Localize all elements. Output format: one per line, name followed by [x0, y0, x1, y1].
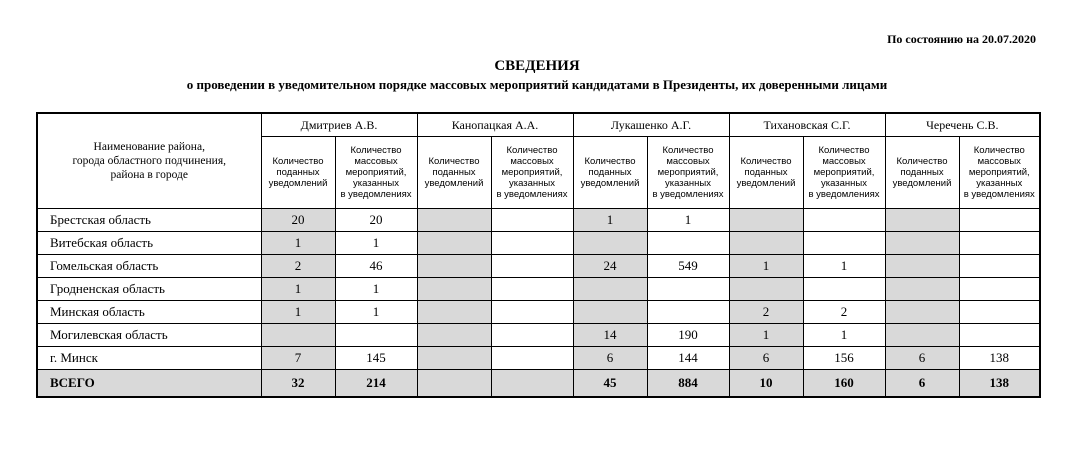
notifications-subheader — [573, 137, 647, 209]
subheader-line: указанных — [508, 178, 555, 189]
region-name: Брестская область — [37, 209, 261, 232]
notifications-count: 6 — [573, 347, 647, 370]
notifications-count: 1 — [261, 278, 335, 301]
report-date: По состоянию на 20.07.2020 — [887, 32, 1036, 46]
subheader-line: в уведомлениях — [652, 189, 724, 200]
subheader-line: уведомлений — [736, 178, 796, 189]
candidate-header: Черечень С.В. — [885, 113, 1040, 137]
notifications-count — [417, 301, 491, 324]
candidate-header: Тихановская С.Г. — [729, 113, 885, 137]
table-row — [37, 255, 1040, 278]
subheader-line: указанных — [664, 178, 711, 189]
subheader-line: поданных — [900, 167, 944, 178]
notifications-count — [885, 324, 959, 347]
events-count: 46 — [335, 255, 417, 278]
subheader-line: Количество — [740, 156, 792, 167]
subheader-line: Количество — [896, 156, 948, 167]
events-count — [803, 232, 885, 255]
notifications-count: 1 — [729, 324, 803, 347]
events-count: 144 — [647, 347, 729, 370]
subheader-line: поданных — [588, 167, 632, 178]
events-subheader — [803, 137, 885, 209]
table-row — [37, 301, 1040, 324]
region-name: Витебская область — [37, 232, 261, 255]
notifications-subheader — [261, 137, 335, 209]
events-count: 1 — [335, 301, 417, 324]
notifications-count — [417, 255, 491, 278]
region-name: ВСЕГО — [37, 370, 261, 398]
region-name: Гомельская область — [37, 255, 261, 278]
events-count — [647, 278, 729, 301]
table-row — [37, 209, 1040, 232]
subheader-line: уведомлений — [580, 178, 640, 189]
notifications-count — [729, 278, 803, 301]
events-count — [803, 209, 885, 232]
notifications-count — [729, 232, 803, 255]
notifications-count: 7 — [261, 347, 335, 370]
events-count: 1 — [803, 324, 885, 347]
events-count — [647, 232, 729, 255]
events-count: 138 — [959, 347, 1040, 370]
subheader-line: в уведомлениях — [963, 189, 1035, 200]
events-count: 549 — [647, 255, 729, 278]
notifications-count: 24 — [573, 255, 647, 278]
events-count — [491, 255, 573, 278]
notifications-count — [417, 232, 491, 255]
notifications-count — [573, 232, 647, 255]
subheader-line: массовых — [666, 156, 710, 167]
events-count: 1 — [335, 232, 417, 255]
events-count: 1 — [647, 209, 729, 232]
subheader-line: поданных — [744, 167, 788, 178]
notifications-count — [417, 324, 491, 347]
region-header-line: Наименование района, — [93, 141, 205, 153]
region-header-line: города областного подчинения, — [72, 155, 227, 167]
events-count — [803, 278, 885, 301]
subheader-line: уведомлений — [268, 178, 328, 189]
events-count — [959, 255, 1040, 278]
subheader-line: Количество — [428, 156, 480, 167]
subheader-line: поданных — [276, 167, 320, 178]
events-count: 20 — [335, 209, 417, 232]
events-count: 2 — [803, 301, 885, 324]
notifications-subheader — [885, 137, 959, 209]
subheader-line: в уведомлениях — [496, 189, 568, 200]
subheader-line: Количество — [350, 145, 402, 156]
events-subheader — [647, 137, 729, 209]
notifications-count — [417, 278, 491, 301]
events-subheader — [491, 137, 573, 209]
subheader-line: мероприятий, — [657, 167, 719, 178]
subheader-line: указанных — [352, 178, 399, 189]
subheader-line: в уведомлениях — [340, 189, 412, 200]
candidate-header: Лукашенко А.Г. — [573, 113, 729, 137]
notifications-count — [417, 347, 491, 370]
subheader-line: поданных — [432, 167, 476, 178]
notifications-subheader — [729, 137, 803, 209]
events-count — [491, 232, 573, 255]
notifications-count: 6 — [729, 347, 803, 370]
notifications-count — [885, 209, 959, 232]
region-name: Могилевская область — [37, 324, 261, 347]
notifications-count: 1 — [573, 209, 647, 232]
notifications-count: 20 — [261, 209, 335, 232]
events-count — [491, 301, 573, 324]
table-row — [37, 278, 1040, 301]
notifications-count — [573, 301, 647, 324]
events-count — [959, 209, 1040, 232]
region-header-line: района в городе — [110, 169, 188, 181]
subheader-line: мероприятий, — [968, 167, 1030, 178]
events-count: 190 — [647, 324, 729, 347]
subheader-line: в уведомлениях — [808, 189, 880, 200]
notifications-count: 32 — [261, 370, 335, 398]
events-count — [647, 301, 729, 324]
notifications-count: 10 — [729, 370, 803, 398]
events-count — [959, 278, 1040, 301]
events-count: 1 — [335, 278, 417, 301]
candidate-header: Дмитриев А.В. — [261, 113, 417, 137]
notifications-count: 14 — [573, 324, 647, 347]
subheader-line: Количество — [584, 156, 636, 167]
notifications-count: 1 — [729, 255, 803, 278]
subheader-line: массовых — [977, 156, 1021, 167]
subheader-line: уведомлений — [892, 178, 952, 189]
notifications-count: 6 — [885, 370, 959, 398]
events-count — [491, 347, 573, 370]
subheader-line: Количество — [662, 145, 714, 156]
notifications-count — [885, 301, 959, 324]
total-row — [37, 370, 1040, 398]
notifications-subheader — [417, 137, 491, 209]
subheader-line: массовых — [354, 156, 398, 167]
notifications-count — [885, 255, 959, 278]
notifications-count — [417, 209, 491, 232]
notifications-count — [729, 209, 803, 232]
events-count: 214 — [335, 370, 417, 398]
subheader-line: указанных — [976, 178, 1023, 189]
subheader-line: Количество — [506, 145, 558, 156]
notifications-count: 45 — [573, 370, 647, 398]
events-count — [491, 370, 573, 398]
subheader-line: Количество — [973, 145, 1025, 156]
notifications-count — [573, 278, 647, 301]
events-count: 160 — [803, 370, 885, 398]
subheader-line: Количество — [272, 156, 324, 167]
table-row — [37, 324, 1040, 347]
notifications-count: 1 — [261, 232, 335, 255]
events-count — [335, 324, 417, 347]
events-count — [491, 209, 573, 232]
notifications-count: 2 — [729, 301, 803, 324]
report-subtitle: о проведении в уведомительном порядке массовых мероприятий кандидатами в Президенты, их доверенными лицами — [186, 77, 888, 92]
events-subheader — [959, 137, 1040, 209]
region-name: г. Минск — [37, 347, 261, 370]
events-count — [491, 278, 573, 301]
events-count: 145 — [335, 347, 417, 370]
region-name: Минская область — [37, 301, 261, 324]
subheader-line: мероприятий, — [501, 167, 563, 178]
candidate-header: Канопацкая А.А. — [417, 113, 573, 137]
subheader-line: массовых — [822, 156, 866, 167]
events-count: 884 — [647, 370, 729, 398]
notifications-count — [885, 278, 959, 301]
notifications-count — [885, 232, 959, 255]
table-row — [37, 232, 1040, 255]
report-title: СВЕДЕНИЯ — [494, 58, 580, 74]
events-subheader — [335, 137, 417, 209]
region-name: Гродненская область — [37, 278, 261, 301]
notifications-count: 2 — [261, 255, 335, 278]
events-count: 156 — [803, 347, 885, 370]
events-count — [959, 301, 1040, 324]
events-count — [959, 232, 1040, 255]
notifications-count — [261, 324, 335, 347]
events-count — [959, 324, 1040, 347]
events-count — [491, 324, 573, 347]
subheader-line: указанных — [821, 178, 868, 189]
events-count: 1 — [803, 255, 885, 278]
notifications-count: 1 — [261, 301, 335, 324]
events-count: 138 — [959, 370, 1040, 398]
subheader-line: Количество — [818, 145, 870, 156]
region-column-header — [37, 113, 261, 209]
subheader-line: массовых — [510, 156, 554, 167]
notifications-count: 6 — [885, 347, 959, 370]
subheader-line: уведомлений — [424, 178, 484, 189]
events-table — [36, 112, 1041, 398]
subheader-line: мероприятий, — [345, 167, 407, 178]
notifications-count — [417, 370, 491, 398]
subheader-line: мероприятий, — [813, 167, 875, 178]
table-row — [37, 347, 1040, 370]
